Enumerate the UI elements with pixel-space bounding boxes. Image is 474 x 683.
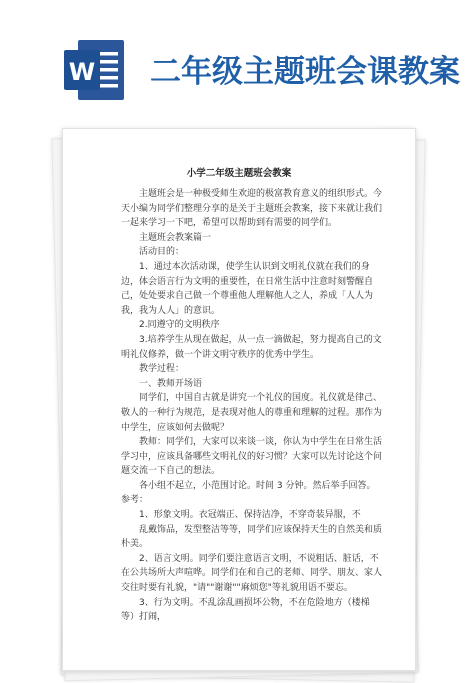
paragraph: 乱戴饰品，发型整洁等等，同学们应该保持天生的自然美和质朴美。	[121, 524, 383, 550]
banner	[0, 0, 474, 110]
paragraph: 各小组不起立，小范围讨论。时间 3 分钟。然后举手回答。 参考：	[121, 480, 376, 506]
page-title: 二年级主题班会课教案	[150, 54, 460, 90]
paragraph: 教师：同学们，大家可以来谈一谈，你认为中学生在日常生活学习中，应该具备哪些文明礼仪的好习惯？大家可以先讨论这个问题交流一下自己的想法。	[121, 437, 383, 477]
paragraph: 主题班会是一种极受师生欢迎的极富教育意义的组织形式。今天小编为同学们整理分享的是关于主题班会教案，接下来就让我们一起来学习一下吧，希望可以帮助到有需要的同学们。	[121, 189, 383, 229]
paragraph: 2、语言文明。同学们要注意语言文明，不说粗话、脏话，不在公共场所大声喧哗。同学们在和自己的老师、同学、朋友、家人交往时要有礼貌，"请""谢谢""麻烦您"等礼貌用语不要忘。	[121, 553, 383, 594]
paragraph: 2.同遵守的文明秩序	[139, 320, 220, 331]
paragraph: 3、行为文明。不乱涂乱画损坏公物，不在危险地方（楼梯等）打闹，	[121, 597, 370, 623]
word-icon-letter: W	[68, 58, 96, 86]
paragraph: 3.培养学生从现在做起，从一点一滴做起，努力提高自己的文明礼仪修养，做一个讲文明守秩序的优秀中学生。	[121, 334, 382, 360]
paragraph: 活动目的：	[139, 247, 185, 258]
document-page	[62, 128, 416, 671]
paragraph: 1、形象文明。衣冠端正、保持洁净，不穿奇装异服，不	[139, 510, 361, 521]
paragraph: 1、通过本次活动课，使学生认识到文明礼仪就在我们的身边，体会语言行为文明的重要性，在日常生活中注意时刻警醒自己，处处要求自己做一个尊重他人理解他人之人，养成「人人为我，我为人人」的意识。	[121, 261, 374, 316]
word-document-icon	[64, 38, 126, 102]
paragraph: 同学们，中国自古就是讲究一个礼仪的国度。礼仪就是律己、敬人的一种行为规范，是表现对他人的尊重和理解的过程。那作为中学生，应该如何去做呢？	[121, 393, 383, 433]
paragraph: 一、教师开场语	[139, 378, 203, 389]
paragraph: 主题班会教案篇一	[139, 232, 212, 243]
document-title: 小学二年级主题班会教案	[186, 168, 292, 179]
paragraph: 教学过程：	[139, 364, 185, 375]
document-body	[121, 187, 383, 625]
document-preview	[62, 128, 414, 669]
